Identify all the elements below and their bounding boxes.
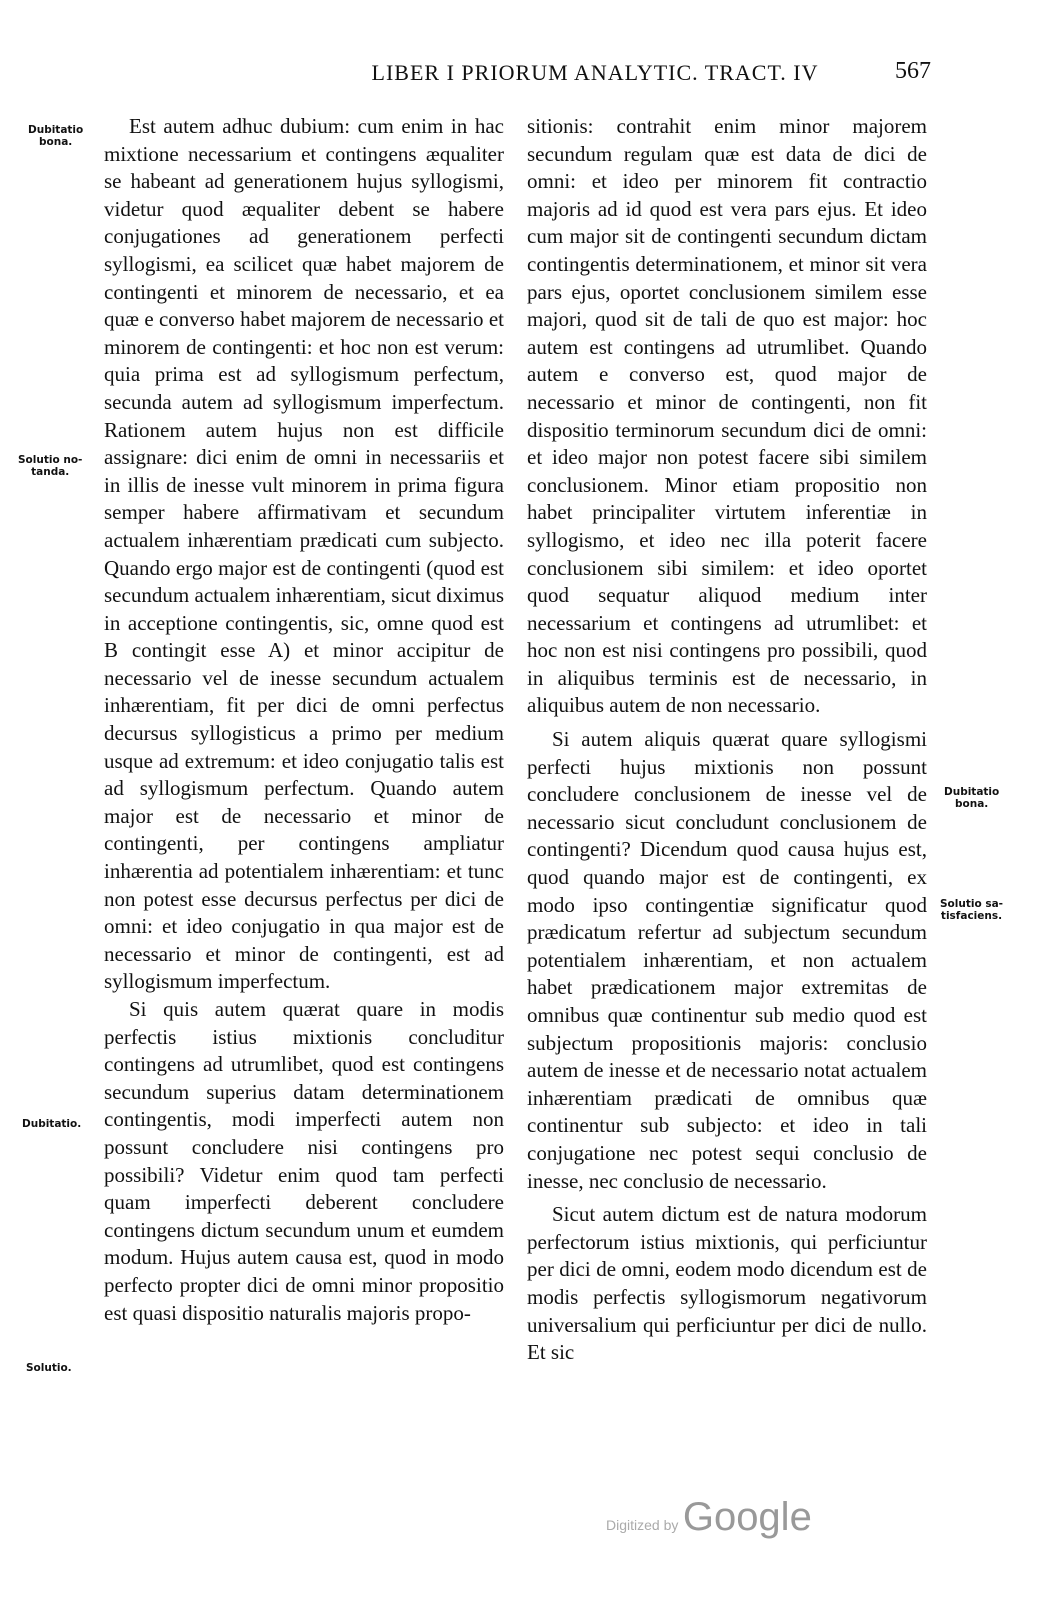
paragraph: Est autem adhuc dubium: cum enim in hac mixtione necessarium et contingens æqualiter se habeant ad generationem hujus syllogismi, videtur quod æqualiter debent se habere conjugationes ad generationem perfecti syllogismi, ea scilicet quæ habet majorem de contingenti et minorem de necessario, et ea quæ e converso habet majorem de necessario et minorem de contingenti: et hoc non est verum: quia prima est ad syllogismum perfectum, secunda autem ad syllogismum imperfectum. Rationem autem hujus non est difficile assignare: dici enim de omni in necessariis et in illis de inesse vult minorem in prima figura semper habere affirmativam et secundum actualem inhærentiam prædicati cum subjecto. Quando ergo major est de contingenti (quod est secundum actualem inhærentiam, sicut diximus in acceptione contingentis, sic, omne quod est B contingit esse A) et minor accipitur de necessario vel de inesse secundum actualem inhærentiam, fit per dici de omni perfectus decursus syllogisticus a primo per medium usque ad extremum: et ideo conjugatio talis est ad syllogismum perfectum. Quando autem major est de necessario et minor de contingenti, per contingens ampliatur inhærentia ad potentialem inhærentiam: et tunc non potest esse decursus perfectus per dici de omni: et ideo conjugatio in qua major est de necessario et minor de contingenti, est ad syllogismum imperfectum. xyxy=(104,114,504,994)
margin-note-solutio-notanda: Solutio no- tanda. xyxy=(18,454,83,478)
page-number: 567 xyxy=(895,58,931,84)
paragraph: sitionis: contrahit enim minor majorem secundum regulam quæ est data de dici de omni: et ideo per minorem fit contractio majoris ad id quod est vera pars ejus. Et ideo cum major sit de contingenti secundum dictam contingentis determinationem, et minor sit vera pars ejus, oportet conclusionem similem esse majori, quod sit de tali de quo est major: hoc autem est contingens ad utrumlibet. Quando autem e converso est, quod major de necessario et minor de contingenti, non fit dispositio terminorum secundum dici de omni: et ideo major non potest facere sibi similem conclusionem. Minor etiam propositio non habet principaliter virtutem inferentiæ in syllogismo, et ideo nec illa poterit facere conclusionem sibi similem: et ideo oportet quod sequatur aliquod medium inter necessarium et contingens ad utrumlibet: et hoc non est nisi contingens pro possibili, quod in aliquibus terminis est de necessario, in aliquibus autem de non necessario. xyxy=(527,114,927,718)
margin-note-solutio: Solutio. xyxy=(26,1362,72,1374)
paragraph: Si quis autem quærat quare in modis perfectis istius mixtionis concluditur contingens ad utrumlibet, quod est contingens secundum superius datam determinationem contingentis, modi imperfecti autem non possunt concludere nisi contingens pro possibili? Videtur enim quod tam perfecti quam imperfecti deberent concludere contingens dictum secundum unum et eumdem modum. Hujus autem causa est, quod in modo perfecto propter dici de omni minor propositio est quasi dispositio naturalis majoris propo- xyxy=(104,997,504,1325)
margin-note-solutio-satisfaciens: Solutio sa- tisfaciens. xyxy=(940,898,1004,922)
paragraph: Sicut autem dictum est de natura modorum perfectorum istius mixtionis, qui perficiuntur per dici de omni, eodem modo dicendum est de modis perfectis syllogismorum negativorum universalium qui perficiuntur per dici de nullo. Et sic xyxy=(527,1202,927,1365)
running-title: LIBER I PRIORUM ANALYTIC. TRACT. IV xyxy=(371,60,819,85)
paragraph: Si autem aliquis quærat quare syllogismi perfecti hujus mixtionis non possunt concludere conclusionem de inesse vel de necessario sicut concludunt conclusionem de contingenti? Dicendum quod causa hujus est, quod quando major est de contingenti, ex modo ipso contingentiæ significatur quod prædicatum refertur ad subjectum secundum potentialem inhærentiam, et non actualem habet prædicationem major extremitas de omnibus quæ continentur sub medio quod est subjectum propositionis majoris: conclusio autem de inesse et de necessario notat actualem inhærentiam prædicati de omnibus quæ continentur sub subjecto: et ideo in tali conjugatione nec potest sequi conclusio de inesse, nec conclusio de necessario. xyxy=(527,727,927,1193)
watermark-prefix: Digitized by xyxy=(606,1517,679,1533)
left-column xyxy=(104,113,504,1327)
right-column xyxy=(527,113,927,1367)
digitized-by-google-watermark xyxy=(606,1495,812,1540)
google-logo: Google xyxy=(682,1495,812,1539)
margin-note-dubitatio-bona: Dubitatio bona. xyxy=(28,124,84,148)
margin-note-dubitatio: Dubitatio. xyxy=(22,1118,82,1130)
margin-note-dubitatio-bona-right: Dubitatio bona. xyxy=(944,786,1000,810)
